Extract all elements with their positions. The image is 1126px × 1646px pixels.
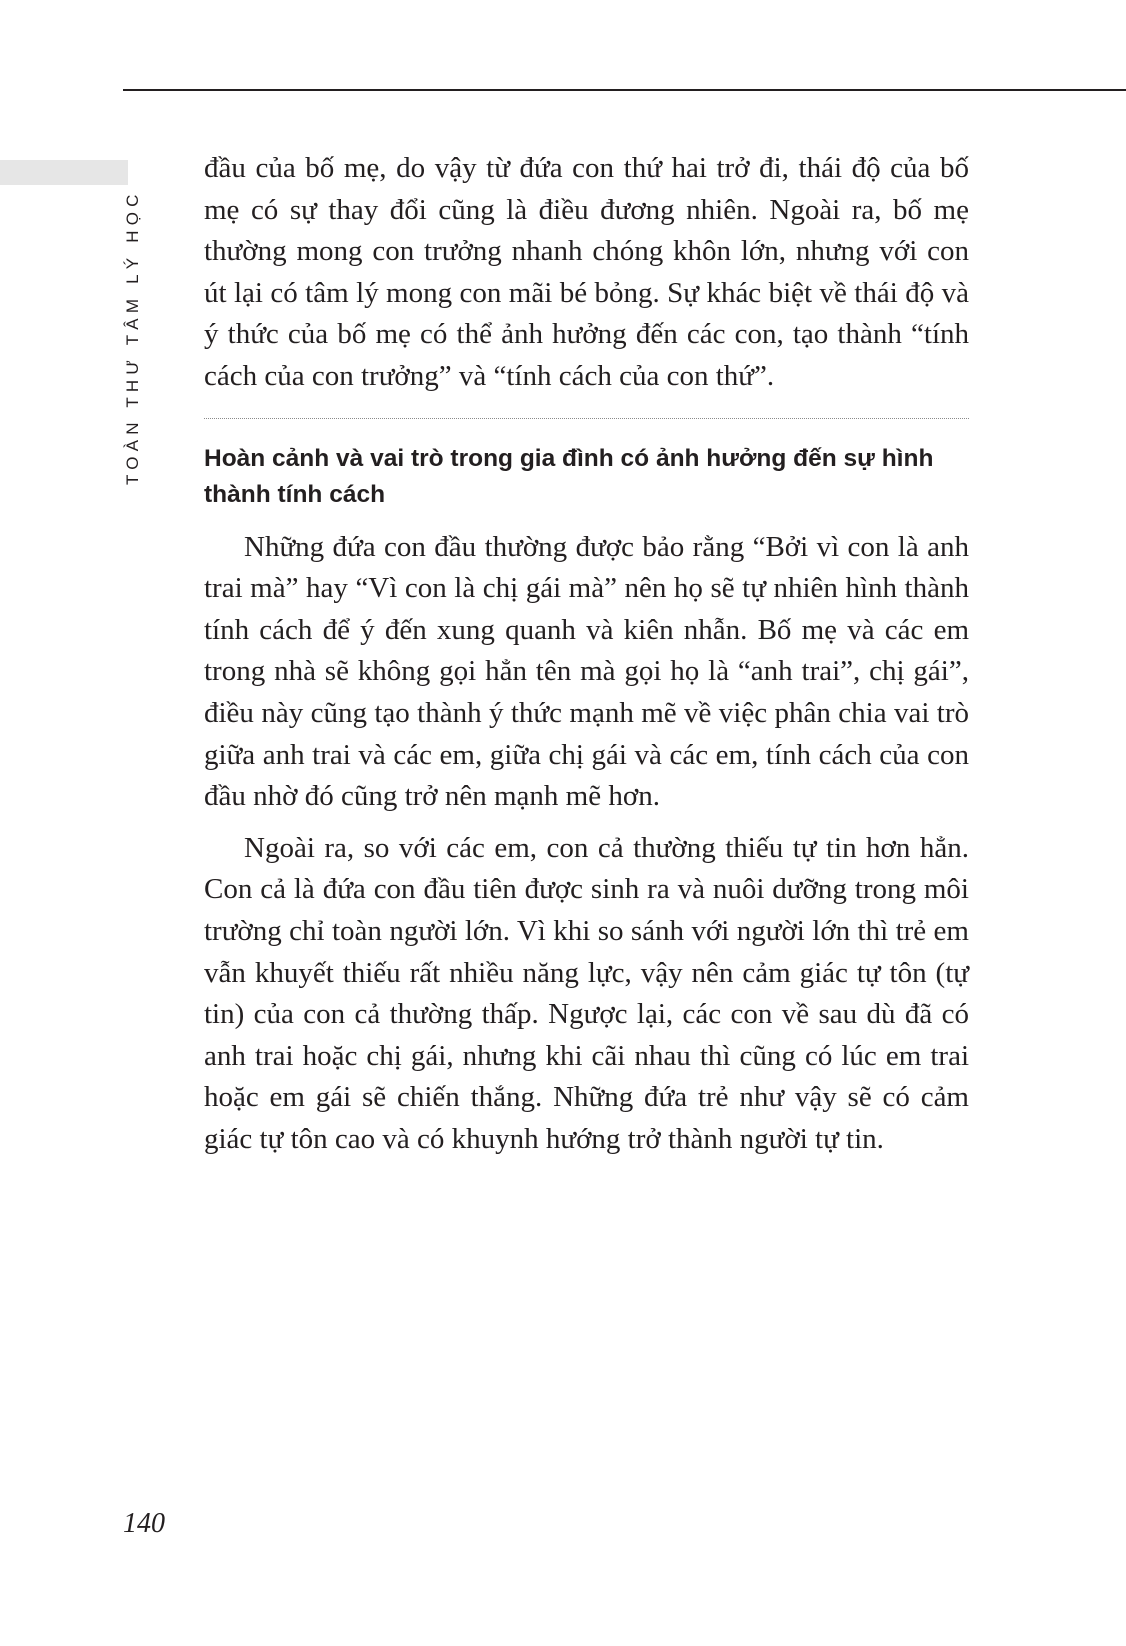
section-paragraph-2: Ngoài ra, so với các em, con cả thường thiếu tự tin hơn hẳn. Con cả là đứa con đầu tiên được sinh ra và nuôi dưỡng trong môi trường chỉ toàn người lớn. Vì khi so sánh với người lớn thì trẻ em vẫn khuyết thiếu rất nhiều năng lực, vậy nên cảm giác tự tôn (tự tin) của con cả thường thấp. Ngược lại, các con về sau dù đã có anh trai hoặc chị gái, nhưng khi cãi nhau thì cũng có lúc em trai hoặc em gái sẽ chiến thắng. Những đứa trẻ như vậy sẽ có cảm giác tự tôn cao và có khuynh hướng trở thành người tự tin. bbox=[204, 831, 969, 1155]
section-heading: Hoàn cảnh và vai trò trong gia đình có ảnh hưởng đến sự hình thành tính cách bbox=[204, 444, 934, 508]
page-number: 140 bbox=[123, 1508, 165, 1539]
page-body bbox=[204, 148, 969, 1160]
continued-paragraph: đầu của bố mẹ, do vậy từ đứa con thứ hai trở đi, thái độ của bố mẹ có sự thay đổi cũng là điều đương nhiên. Ngoài ra, bố mẹ thường mong con trưởng nhanh chóng khôn lớn, nhưng với con út lại có tâm lý mong con mãi bé bỏng. Sự khác biệt về thái độ và ý thức của bố mẹ có thể ảnh hưởng đến các con, tạo thành “tính cách của con trưởng” và “tính cách của con thứ”. bbox=[204, 152, 969, 392]
section-paragraph-1: Những đứa con đầu thường được bảo rằng “Bởi vì con là anh trai mà” hay “Vì con là chị gái mà” nên họ sẽ tự nhiên hình thành tính cách để ý đến xung quanh và kiên nhẫn. Bố mẹ và các em trong nhà sẽ không gọi hẳn tên mà gọi họ là “anh trai”, chị gái”, điều này cũng tạo thành ý thức mạnh mẽ về việc phân chia vai trò giữa anh trai và các em, giữa chị gái và các em, tính cách của con đầu nhờ đó cũng trở nên mạnh mẽ hơn. bbox=[204, 530, 969, 813]
chapter-tab-marker bbox=[0, 160, 128, 185]
header-rule bbox=[123, 89, 1126, 91]
running-book-title: TOÀN THƯ TÂM LÝ HỌC bbox=[123, 189, 142, 485]
section-divider bbox=[204, 418, 969, 419]
